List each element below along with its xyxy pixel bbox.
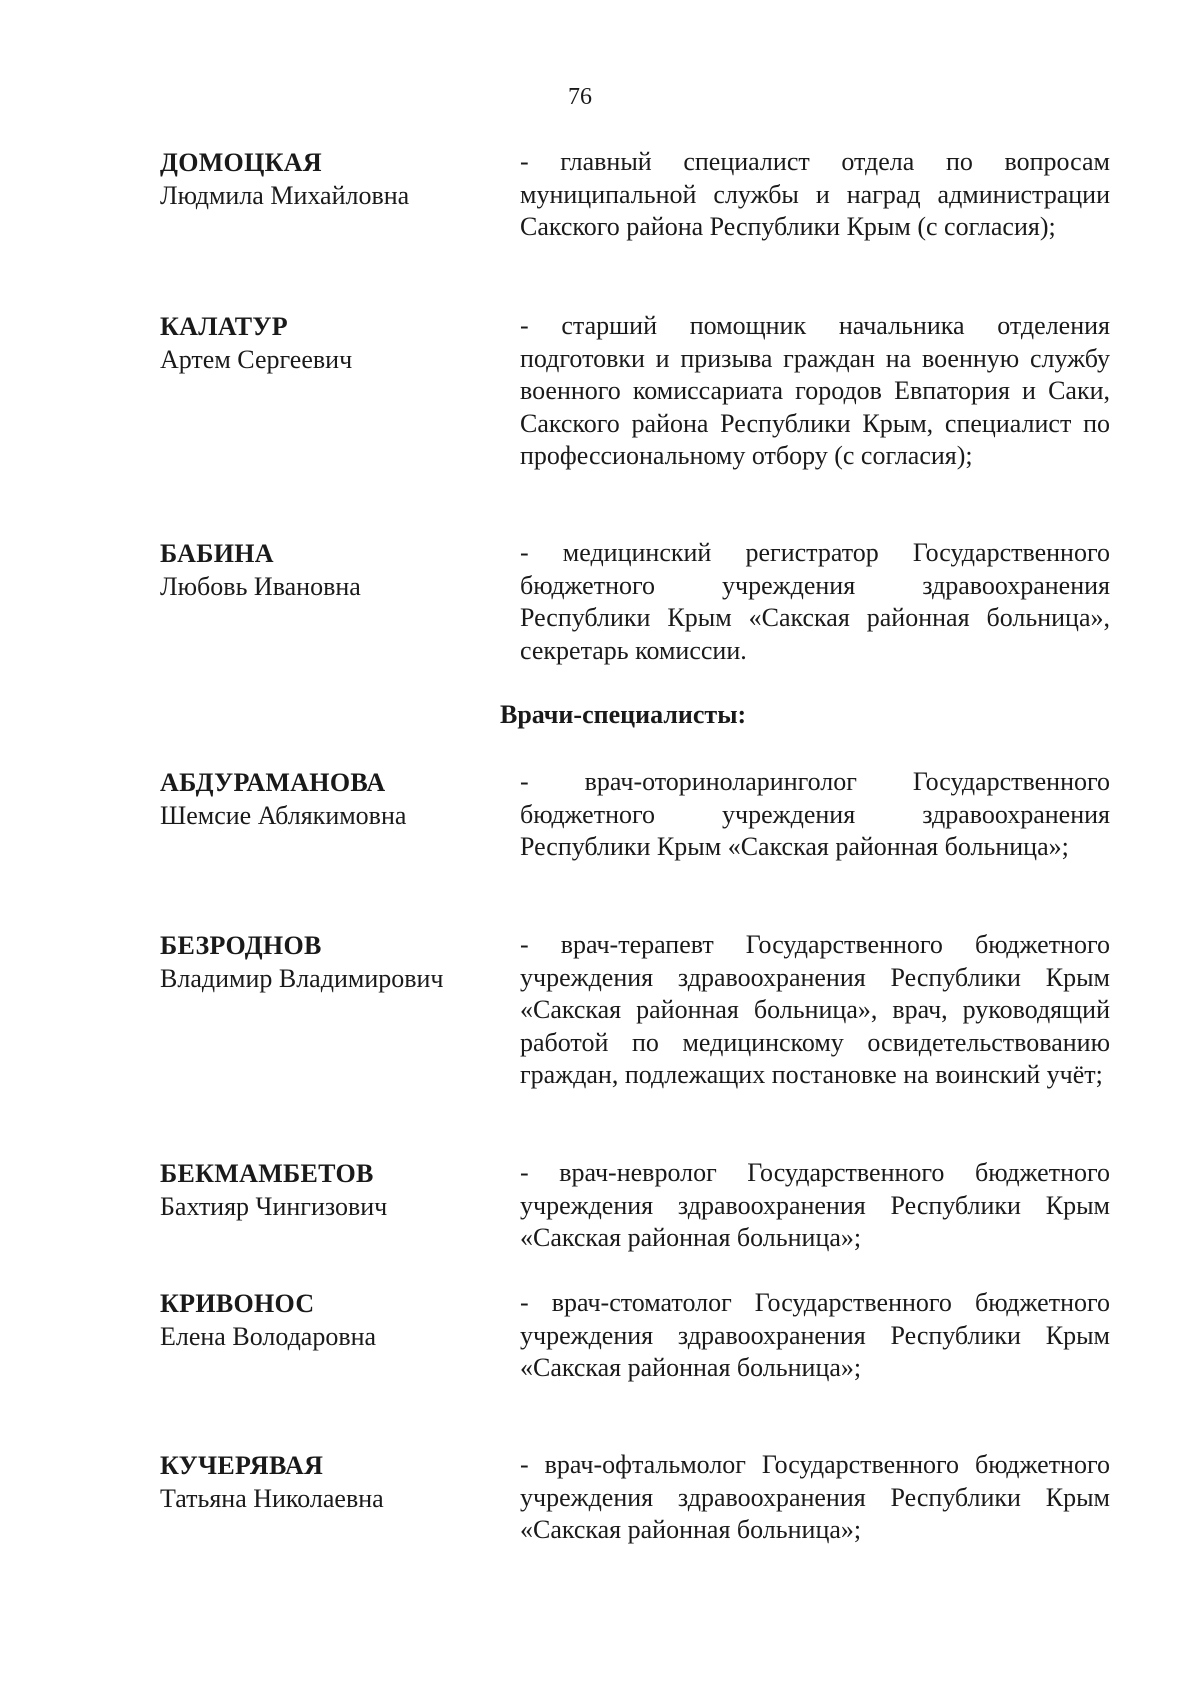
member-role: - медицинский регистратор Государственного бюджетного учреждения здравоохранения Республики Крым «Сакская районная больница», секретарь комиссии. xyxy=(520,538,1110,665)
member-role: - врач-оториноларинголог Государственного бюджетного учреждения здравоохранения Республики Крым «Сакская районная больница»; xyxy=(520,767,1110,861)
member-name xyxy=(160,929,500,995)
member-given-name: Владимир Владимирович xyxy=(160,964,444,993)
member-name xyxy=(160,1157,500,1223)
member-name xyxy=(160,310,500,376)
member-name xyxy=(160,766,500,832)
member-name xyxy=(160,1287,500,1353)
member-role: - главный специалист отдела по вопросам муниципальной службы и наград администрации Сакского района Республики Крым (с согласия); xyxy=(520,147,1110,241)
member-name xyxy=(160,1449,500,1515)
member-role: - врач-терапевт Государственного бюджетного учреждения здравоохранения Республики Крым «Сакская районная больница», врач, руководящий работой по медицинскому освидетельствованию граждан, подлежащих постановке на воинский учёт; xyxy=(520,930,1110,1089)
member-surname: КАЛАТУР xyxy=(160,312,288,341)
member-given-name: Любовь Ивановна xyxy=(160,572,361,601)
page-number: 76 xyxy=(568,84,592,110)
member-name xyxy=(160,537,500,603)
member-surname: КУЧЕРЯВАЯ xyxy=(160,1451,324,1480)
member-given-name: Шемсие Аблякимовна xyxy=(160,801,407,830)
member-given-name: Людмила Михайловна xyxy=(160,181,410,210)
member-surname: БАБИНА xyxy=(160,539,274,568)
member-role: - старший помощник начальника отделения подготовки и призыва граждан на военную службу военного комиссариата городов Евпатория и Саки, Сакского района Республики Крым, специалист по профессиональному отбору (с согласия); xyxy=(520,311,1110,470)
member-role: - врач-офтальмолог Государственного бюджетного учреждения здравоохранения Республики Крым «Сакская районная больница»; xyxy=(520,1450,1110,1544)
member-name xyxy=(160,146,500,212)
member-surname: ДОМОЦКАЯ xyxy=(160,148,322,177)
member-given-name: Елена Володаровна xyxy=(160,1322,377,1351)
member-surname: БЕКМАМБЕТОВ xyxy=(160,1159,374,1188)
member-surname: АБДУРАМАНОВА xyxy=(160,768,386,797)
member-given-name: Бахтияр Чингизович xyxy=(160,1192,388,1221)
member-given-name: Татьяна Николаевна xyxy=(160,1484,384,1513)
member-given-name: Артем Сергеевич xyxy=(160,345,353,374)
member-surname: КРИВОНОС xyxy=(160,1289,315,1318)
member-role: - врач-невролог Государственного бюджетного учреждения здравоохранения Республики Крым «Сакская районная больница»; xyxy=(520,1158,1110,1252)
section-heading: Врачи-специалисты: xyxy=(500,700,747,729)
member-surname: БЕЗРОДНОВ xyxy=(160,931,322,960)
member-role: - врач-стоматолог Государственного бюджетного учреждения здравоохранения Республики Крым «Сакская районная больница»; xyxy=(520,1288,1110,1382)
